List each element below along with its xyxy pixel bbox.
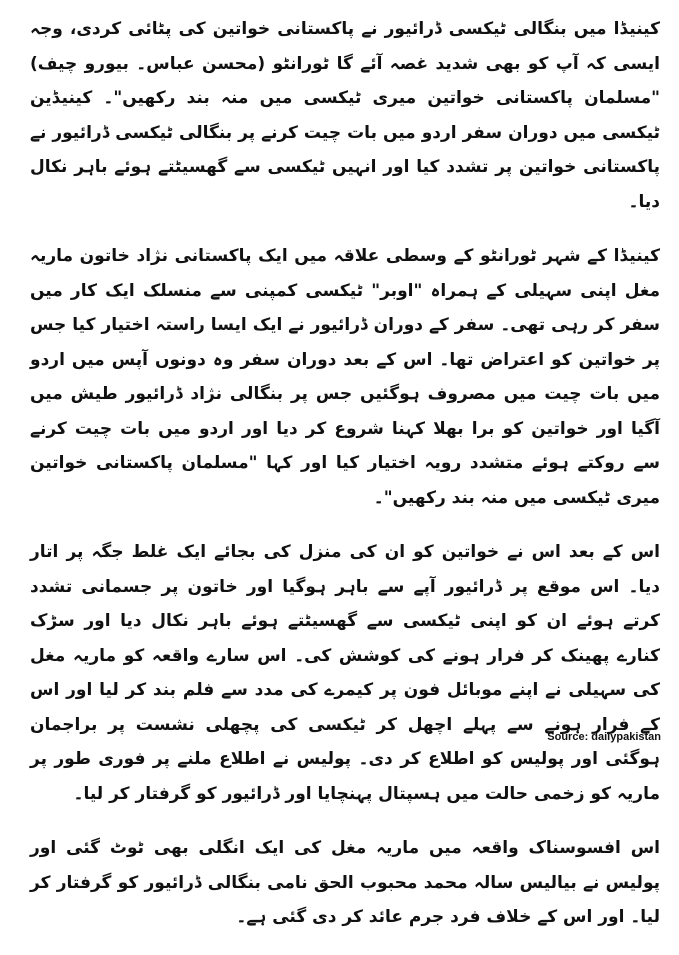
paragraph-incident: کینیڈا کے شہر ٹورانٹو کے وسطی علاقہ میں ایک پاکستانی نژاد خاتون ماریہ مغل اپنی سہیلی کے ہمراہ "اوبر" ٹیکسی کمپنی سے منسلک ایک کار میں سفر کر رہی تھی۔ سفر کے دوران ڈرائیور نے ایک ایسا راستہ اختیار کیا جس پر خواتین کو اعتراض تھا۔ اس کے بعد دوران سفر وہ دونوں آپس میں اردو میں بات چیت میں مصروف ہوگئیں جس پر بنگالی نژاد ڈرائیور طیش میں آگیا اور خواتین کو برا بھلا کہنا شروع کر دیا اور اردو میں بات چیت کرنے سے روکتے ہوئے متشدد رویہ اختیار کیا اور کہا "مسلمان پاکستانی خواتین میری ٹیکسی میں منہ بند رکھیں"۔ (30, 246, 660, 508)
paragraph-headline-intro: کینیڈا میں بنگالی ٹیکسی ڈرائیور نے پاکستانی خواتین کی پٹائی کردی، وجہ ایسی کہ آپ کو بھی شدید غصہ آئے گا ٹورانٹو (محسن عباس۔ بیورو چیف) "مسلمان پاکستانی خواتین میری ٹیکسی میں منہ بند رکھیں"۔ کینیڈین ٹیکسی میں دوران سفر اردو میں بات چیت کرنے پر بنگالی ٹیکسی ڈرائیور نے پاکستانی خواتین پر تشدد کیا اور انہیں ٹیکسی سے گھسیٹتے ہوئے باہر نکال دیا۔ (30, 19, 660, 212)
paragraph-assault: اس کے بعد اس نے خواتین کو ان کی منزل کی بجائے ایک غلط جگہ پر اتار دیا۔ اس موقع پر ڈرائیور آپے سے باہر ہوگیا اور خاتون پر جسمانی تشدد کرتے ہوئے ان کو اپنی ٹیکسی سے گھسیٹتے ہوئے باہر نکال دیا اور سڑک کنارے پھینک کر فرار ہونے کی کوشش کی۔ اس سارے واقعہ کو ماریہ مغل کی سہیلی نے اپنے موبائل فون پر کیمرے کی مدد سے فلم بند کر لیا اور اس کے فرار ہونے سے پہلے اچھل کر ٹیکسی کی پچھلی نشست پر براجمان ہوگئی اور پولیس کو اطلاع کر دی۔ پولیس نے اطلاع ملنے پر فوری طور پر ماریہ کو زخمی حالت میں ہسپتال پہنچایا اور ڈرائیور کو گرفتار کر لیا۔ (30, 542, 660, 804)
source-credit: Source: dailypakistan (547, 731, 661, 743)
paragraph-arrest: اس افسوسناک واقعہ میں ماریہ مغل کی ایک انگلی بھی ٹوٹ گئی اور پولیس نے بیالیس سالہ محمد محبوب الحق نامی بنگالی ڈرائیور کو گرفتار کر لیا۔ اور اس کے خلاف فرد جرم عائد کر دی گئی ہے۔ (30, 838, 660, 927)
article-body (30, 12, 660, 955)
